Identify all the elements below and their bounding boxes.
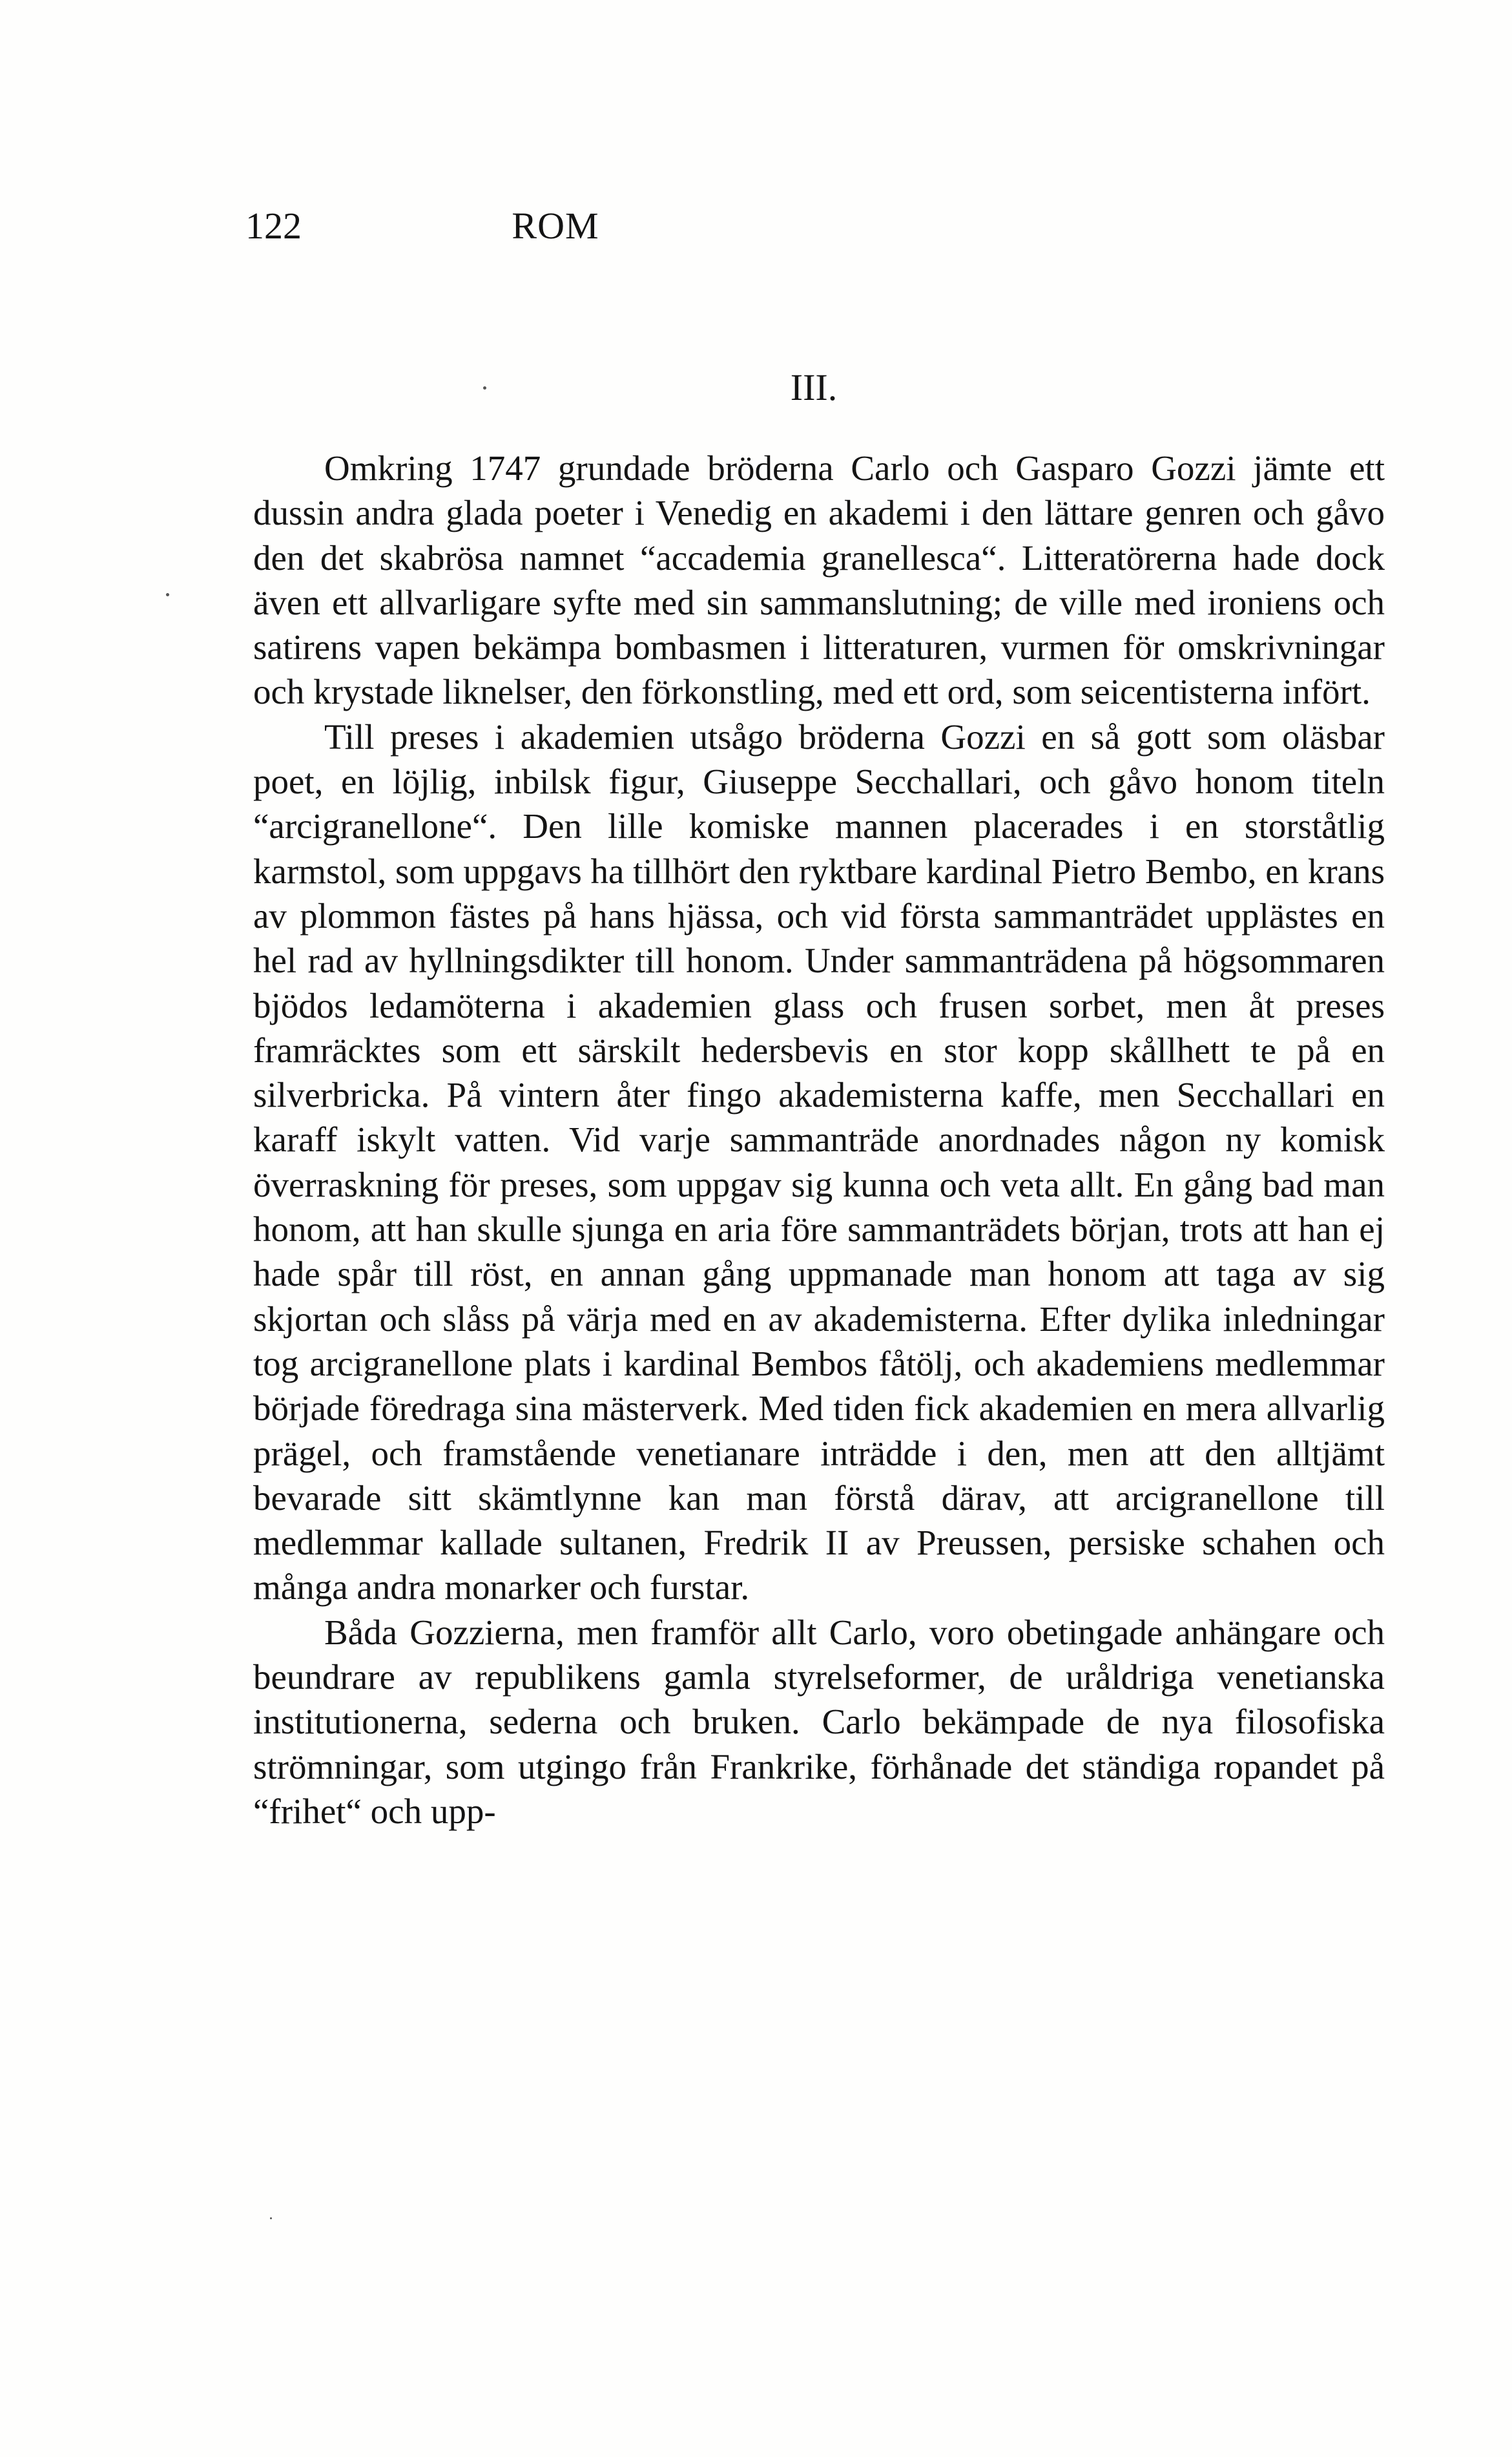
section-heading: III.	[790, 366, 838, 408]
paper-speck	[270, 2217, 272, 2219]
page-number: 122	[245, 205, 302, 247]
paper-speck	[483, 386, 486, 390]
paragraph: Till preses i akademien utsågo bröderna Gozzi en så gott som oläsbar poet, en löjlig, inbilsk figur, Giuseppe Secchallari, och gåvo honom titeln “arcigranellone“. Den lille komiske mannen placerades i en storståtlig karmstol, som uppgavs ha tillhört den ryktbare kardinal Pietro Bembo, en krans av plommon fästes på hans hjässa, och vid första sammanträdet upplästes en hel rad av hyllningsdikter till honom. Under sammanträdena på högsommaren bjödos ledamöterna i akademien glass och frusen sorbet, men åt preses framräcktes som ett särskilt hedersbevis en stor kopp skållhett te på en silverbricka. På vintern åter fingo akademisterna kaffe, men Secchallari en karaff iskylt vatten. Vid varje sammanträde anordnades någon ny komisk överraskning för preses, som uppgav sig kunna och veta allt. En gång bad man honom, att han skulle sjunga en aria före sammanträdets början, trots att han ej hade spår till röst, en annan gång uppmanade man honom att taga av sig skjortan och slåss på värja med en av akademisterna. Efter dylika inledningar tog arcigranellone plats i kardinal Bembos fåtölj, och akademiens medlemmar började föredraga sina mästerverk. Med tiden fick akademien en mera allvarlig prägel, och framstående venetianare inträdde i den, men att den alltjämt bevarade sitt skämtlynne kan man förstå därav, att arcigranellone till medlemmar kallade sultanen, Fredrik II av Preussen, persiske schahen och många andra monarker och furstar.	[253, 716, 1385, 1607]
paragraph: Omkring 1747 grundade bröderna Carlo och Gasparo Gozzi jämte ett dussin andra glada poeter i Venedig en akademi i den lättare genren och gåvo den det skabrösa namnet “accademia granellesca“. Litteratörerna hade dock även ett allvarligare syfte med sin sammanslutning; de ville med ironiens och satirens vapen bekämpa bombasmen i litteraturen, vurmen för omskrivningar och krystade liknelser, den förkonstling, med ett ord, som seicentisterna infört.	[253, 448, 1385, 712]
paragraph: Båda Gozzierna, men framför allt Carlo, voro obetingade anhängare och beundrare av republikens gamla styrelseformer, de uråldriga venetianska institutionerna, sederna och bruken. Carlo bekämpade de nya filosofiska strömningar, som utgingo från Frankrike, förhånade det ständiga ropandet på “frihet“ och upp-	[253, 1612, 1385, 1831]
paper-speck	[166, 593, 169, 596]
running-head	[245, 200, 865, 252]
running-title: ROM	[512, 205, 599, 247]
body-text	[253, 446, 1385, 1834]
